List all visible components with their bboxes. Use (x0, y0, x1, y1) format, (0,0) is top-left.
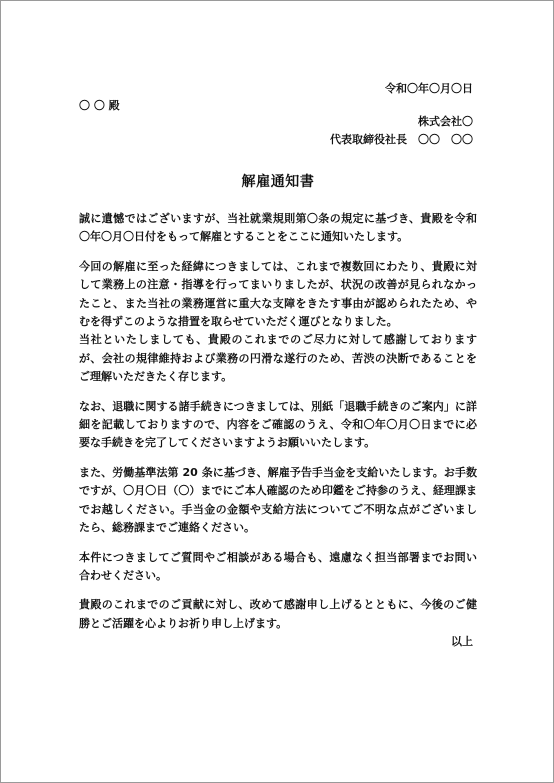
paragraph-line: 細を記載しておりますので、内容をご確認のうえ、令和〇年〇月〇日までに必 (79, 418, 477, 432)
paragraph-line: 本件につきましてご質問やご相談がある場合も、遠慮なく担当部署までお問い (79, 550, 477, 564)
document-body (79, 210, 477, 652)
company-name: 株式会社〇 (418, 115, 473, 128)
addressee: 〇 〇 殿 (79, 99, 120, 112)
paragraph-line: ですが、〇月〇日（〇）までにご本人確認のため印鑑をご持参のうえ、経理課ま (79, 484, 477, 498)
paragraph-allowance (79, 464, 477, 538)
representative-name: 代表取締役社長 〇〇 〇〇 (330, 133, 473, 146)
paragraph-notice (79, 210, 477, 247)
paragraph-line: なお、退職に関する諸手続きにつきましては、別紙「退職手続きのご案内」に詳 (79, 399, 477, 413)
paragraph-closing-remarks (79, 596, 477, 651)
paragraph-line: が、会社の規律維持および業務の円滑な遂行のため、苦渋の決断であることを (79, 351, 477, 365)
paragraph-line: たら、総務課までご連絡ください。 (79, 521, 255, 535)
paragraph-line: して業務上の注意・指導を行ってまいりましたが、状況の改善が見られなかっ (79, 278, 477, 292)
paragraph-line: 合わせください。 (79, 568, 167, 582)
closing-mark: 以上 (451, 635, 473, 649)
paragraph-line: 〇年〇月〇日付をもって解雇とすることをここに通知いたします。 (79, 230, 409, 244)
paragraph-reason (79, 258, 477, 387)
paragraph-line: 勝とご活躍を心よりお祈り申し上げます。 (79, 616, 288, 630)
paragraph-line: たこと、また当社の業務運営に重大な支障をきたす事由が認められたため、や (79, 296, 477, 310)
paragraph-line: 誠に遺憾ではございますが、当社就業規則第〇条の規定に基づき、貴殿を令和 (79, 212, 477, 225)
paragraph-line: 要な手続きを完了してくださいますようお願いいたします。 (79, 436, 376, 450)
paragraph-line: 今回の解雇に至った経緯につきましては、これまで複数回にわたり、貴殿に対 (79, 259, 477, 273)
paragraph-line: むを得ずこのような措置を取らせていただく運びとなりました。 (79, 315, 398, 329)
paragraph-line: 貴殿のこれまでのご貢献に対し、改めて感謝申し上げるとともに、今後のご健 (79, 598, 477, 612)
paragraph-line: ご理解いただきたく存じます。 (79, 370, 233, 384)
paragraph-line: 当社といたしましても、貴殿のこれまでのご尽力に対して感謝しております (79, 333, 477, 347)
paragraph-procedures (79, 398, 477, 453)
paragraph-inquiries (79, 549, 477, 586)
document-date: 令和〇年〇月〇日 (385, 82, 473, 95)
document-title: 解雇通知書 (241, 174, 315, 190)
paragraph-line: また、労働基準法第 20 条に基づき、解雇予告手当金を支給いたします。お手数 (79, 465, 477, 479)
paragraph-line: でお越しください。手当金の金額や支給方法についてご不明な点がございまし (79, 502, 477, 516)
